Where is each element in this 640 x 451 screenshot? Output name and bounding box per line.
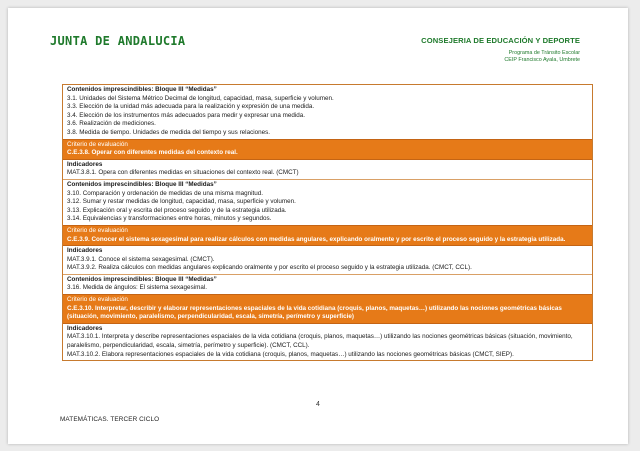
indicadores-block xyxy=(63,323,592,360)
contenidos-line: 3.16. Medida de ángulos: El sistema sexagesimal. xyxy=(67,284,208,292)
contenidos-line: 3.1. Unidades del Sistema Métrico Decimal de longitud, capacidad, masa, superficie y volumen. xyxy=(67,94,334,102)
contenidos-block xyxy=(63,274,592,294)
criterio-block xyxy=(63,225,592,245)
consejeria-header xyxy=(421,36,580,64)
page-number: 4 xyxy=(316,401,320,408)
criterio-line: C.E.3.9. Conocer el sistema sexagesimal para realizar cálculos con medidas angulares, explicando oralmente y por escrito el proceso seguido y la estrategia utilizada. xyxy=(67,235,566,243)
indicadores-line: MAT.3.9.1. Conoce el sistema sexagesimal. (CMCT). xyxy=(67,255,215,263)
indicadores-block xyxy=(63,159,592,179)
criterio-block xyxy=(63,139,592,159)
contenidos-line: 3.4. Elección de los instrumentos más adecuados para medir y expresar una medida. xyxy=(67,111,306,119)
criterio-heading: Criterio de evaluación xyxy=(67,296,128,304)
indicadores-line: MAT.3.10.1. Interpreta y describe representaciones espaciales de la vida cotidiana (croquis, planos, maquetas…) utilizando las nociones geométricas básicas (situación, movimiento, paralelismo, perpendicularidad, escala, simetría, perímetro y superficie). (CMCT, CCL). xyxy=(67,333,573,350)
criterio-block xyxy=(63,294,592,323)
indicadores-line: MAT.3.9.2. Realiza cálculos con medidas angulares explicando oralmente y por escrito el proceso seguido y la estrategia utilizada. (CMCT, CCL). xyxy=(67,264,472,272)
indicadores-heading: Indicadores xyxy=(67,324,103,332)
contenidos-line: 3.6. Realización de mediciones. xyxy=(67,120,156,128)
criterio-heading: Criterio de evaluación xyxy=(67,140,128,148)
contenidos-line: 3.13. Explicación oral y escrita del proceso seguido y de la estrategia utilizada. xyxy=(67,206,287,214)
curriculum-table xyxy=(62,84,593,361)
criterio-line: C.E.3.8. Operar con diferentes medidas del contexto real. xyxy=(67,149,238,157)
contenidos-line: 3.10. Comparación y ordenación de medidas de una misma magnitud. xyxy=(67,189,264,197)
consejeria-title: CONSEJERIA DE EDUCACIÓN Y DEPORTE xyxy=(421,36,580,45)
document-page xyxy=(8,8,628,444)
indicadores-line: MAT.3.8.1. Opera con diferentes medidas en situaciones del contexto real. (CMCT) xyxy=(67,169,299,177)
indicadores-heading: Indicadores xyxy=(67,247,103,255)
contenidos-line: 3.12. Sumar y restar medidas de longitud, capacidad, masa, superficie y volumen. xyxy=(67,198,296,206)
junta-andalucia-logo: JUNTA DE ANDALUCIA xyxy=(50,34,186,48)
contenidos-line: 3.3. Elección de la unidad más adecuada para la realización y expresión de una medida. xyxy=(67,103,315,111)
school-line: CEIP Francisco Ayala, Umbrete xyxy=(504,57,580,63)
contenidos-block xyxy=(63,85,592,139)
indicadores-line: MAT.3.10.2. Elabora representaciones espaciales de la vida cotidiana (croquis, planos, maquetas…) utilizando las nociones geométricas básicas (CMCT, SIEP). xyxy=(67,350,514,358)
footer-subject: MATEMÁTICAS. TERCER CICLO xyxy=(60,416,160,423)
contenidos-line: 3.8. Medida de tiempo. Unidades de medida del tiempo y sus relaciones. xyxy=(67,128,271,136)
indicadores-block xyxy=(63,245,592,274)
contenidos-heading: Contenidos imprescindibles: Bloque III “Medidas” xyxy=(67,86,217,93)
contenidos-line: 3.14. Equivalencias y transformaciones entre horas, minutos y segundos. xyxy=(67,215,272,223)
programa-line: Programa de Tránsito Escolar xyxy=(508,50,580,56)
criterio-line: C.E.3.10. Interpretar, describir y elaborar representaciones espaciales de la vida cotidiana (croquis, planos, maquetas…) utilizando las nociones geométricas básicas (situación, movimiento, paralelismo, perpendicularidad, escala, simetría, perímetro y superficie) xyxy=(67,304,562,321)
contenidos-heading: Contenidos imprescindibles: Bloque III “Medidas” xyxy=(67,275,217,283)
criterio-heading: Criterio de evaluación xyxy=(67,226,128,234)
indicadores-heading: Indicadores xyxy=(67,160,103,168)
contenidos-block xyxy=(63,179,592,225)
contenidos-heading: Contenidos imprescindibles: Bloque III “Medidas” xyxy=(67,180,217,188)
